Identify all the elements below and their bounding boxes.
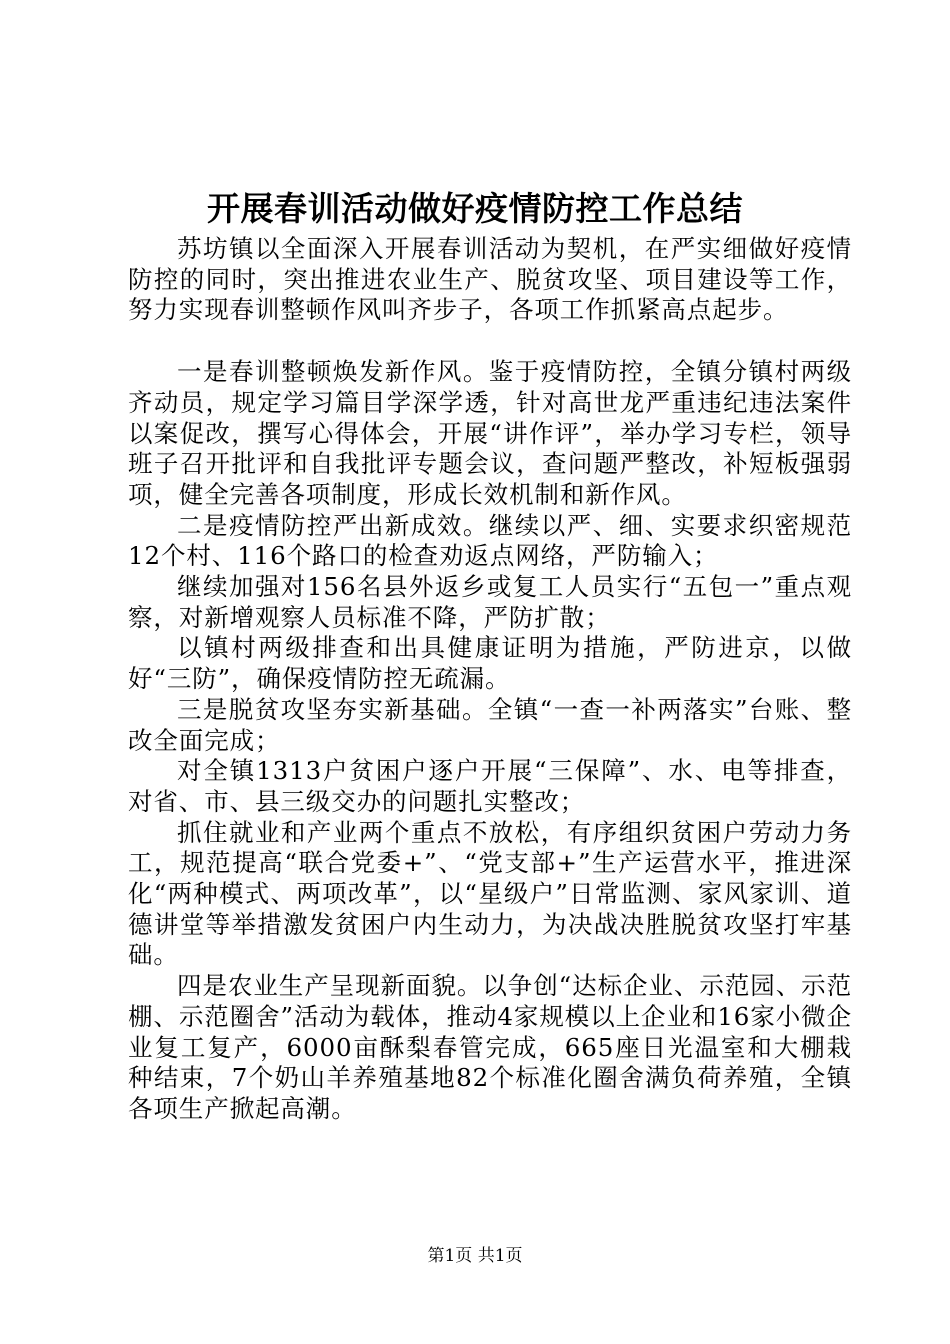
paragraph-epidemic-control: 二是疫情防控严出新成效。继续以严、细、实要求织密规范12个村、116个路口的检查劝返点网络，严防输入；: [128, 510, 852, 571]
paragraph-style-rectification: 一是春训整顿焕发新作风。鉴于疫情防控，全镇分镇村两级齐动员，规定学习篇目学深学透，针对高世龙严重违纪违法案件以案促改，撰写心得体会，开展“讲作评”，举办学习专栏，领导班子召开批评和自我批评专题会议，查问题严整改，补短板强弱项，健全完善各项制度，形成长效机制和新作风。: [128, 357, 852, 509]
paragraph-poverty-alleviation: 三是脱贫攻坚夯实新基础。全镇“一查一补两落实”台账、整改全面完成；: [128, 694, 852, 755]
paragraph-intro: 苏坊镇以全面深入开展春训活动为契机，在严实细做好疫情防控的同时，突出推进农业生产、脱贫攻坚、项目建设等工作，努力实现春训整顿作风叫齐步子，各项工作抓紧高点起步。: [128, 234, 852, 325]
page-footer: 第1页 共1页: [427, 1246, 523, 1266]
paragraph-household-check: 对全镇1313户贫困户逐户开展“三保障”、水、电等排查，对省、市、县三级交办的问题扎实整改；: [128, 756, 852, 816]
paragraph-employment-industry: 抓住就业和产业两个重点不放松，有序组织贫困户劳动力务工，规范提高“联合党委+”、“党支部+”生产运营水平，推进深化“两种模式、两项改革”，以“星级户”日常监测、家风家训、道德讲堂等举措激发贫困户内生动力，为决战决胜脱贫攻坚打牢基础。: [128, 817, 852, 970]
paragraph-beijing-prevention: 以镇村两级排查和出具健康证明为措施，严防进京，以做好“三防”，确保疫情防控无疏漏。: [128, 633, 852, 694]
paragraph-agriculture: 四是农业生产呈现新面貌。以争创“达标企业、示范园、示范棚、示范圈舍”活动为载体，推动4家规模以上企业和16家小微企业复工复产，6000亩酥梨春管完成，665座日光温室和大棚栽种结束，7个奶山羊养殖基地82个标准化圈舍满负荷养殖，全镇各项生产掀起高潮。: [128, 971, 852, 1123]
document-body: [128, 234, 852, 1125]
page-title: 开展春训活动做好疫情防控工作总结: [207, 189, 743, 228]
paragraph-returnee-observation: 继续加强对156名县外返乡或复工人员实行“五包一”重点观察，对新增观察人员标准不降，严防扩散；: [128, 572, 852, 632]
